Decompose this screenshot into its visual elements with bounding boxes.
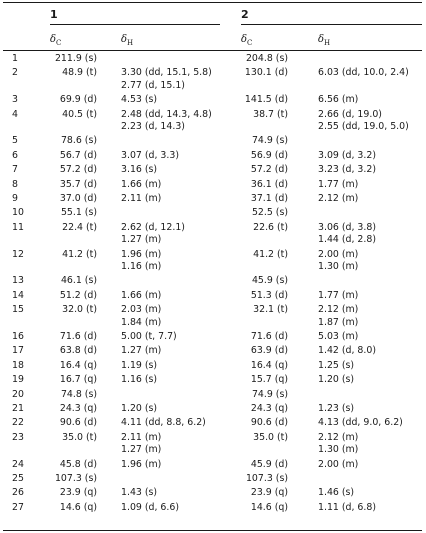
proton-shift-1: 2.48 (dd, 14.3, 4.8) <box>121 108 212 120</box>
position-number: 9 <box>12 193 18 204</box>
position-number: 6 <box>12 149 18 161</box>
proton-shift-1: 3.07 (d, 3.3) <box>121 149 179 161</box>
carbon-shift-1: 78.6 (s) <box>60 135 97 147</box>
carbon-shift-2: 45.9 (d) <box>250 458 288 470</box>
proton-shift-2: 1.30 (m) <box>318 444 359 456</box>
carbon-shift-1: 16.4 (q) <box>59 359 97 371</box>
carbon-shift-2: 24.3 (q) <box>250 403 288 414</box>
proton-shift-1: 2.11 (m) <box>121 431 162 443</box>
proton-shift-1: 1.96 (m) <box>121 458 162 470</box>
carbon-shift-1: 55.1 (s) <box>60 207 97 219</box>
carbon-shift-1: 57.2 (d) <box>59 164 97 176</box>
carbon-shift-2: 38.7 (t) <box>253 108 288 120</box>
proton-shift-2: 3.09 (d, 3.2) <box>318 149 376 161</box>
carbon-shift-1: 23.9 (q) <box>59 487 97 499</box>
carbon-shift-1: 48.9 (t) <box>62 67 97 79</box>
proton-shift-1: 1.43 (s) <box>121 487 158 499</box>
proton-shift-1: 1.66 (m) <box>121 178 162 190</box>
position-number: 26 <box>12 487 24 499</box>
position-number: 2 <box>12 67 18 79</box>
proton-shift-1: 1.27 (m) <box>121 345 162 357</box>
carbon-shift-2: 57.2 (d) <box>250 164 288 176</box>
proton-shift-2: 3.06 (d, 3.8) <box>318 221 376 233</box>
carbon-shift-2: 14.6 (q) <box>250 501 288 513</box>
carbon-shift-1: 22.4 (t) <box>62 221 97 233</box>
proton-shift-1: 2.77 (d, 15.1) <box>121 79 185 91</box>
proton-shift-2: 1.25 (s) <box>318 359 355 371</box>
position-number: 27 <box>12 501 24 513</box>
carbon-shift-1: 24.3 (q) <box>59 403 97 414</box>
position-number: 16 <box>12 331 24 342</box>
proton-shift-1: 3.30 (dd, 15.1, 5.8) <box>121 67 212 79</box>
proton-shift-1: 3.16 (s) <box>121 164 158 176</box>
carbon-shift-2: 141.5 (d) <box>244 94 288 106</box>
carbon-shift-1: 90.6 (d) <box>59 417 97 429</box>
position-number: 25 <box>12 473 24 484</box>
proton-shift-2: 2.00 (m) <box>318 458 359 470</box>
position-number: 22 <box>12 417 24 429</box>
carbon-shift-1: 37.0 (d) <box>59 193 97 204</box>
position-number: 4 <box>12 108 18 120</box>
proton-shift-2: 2.55 (dd, 19.0, 5.0) <box>318 121 409 132</box>
proton-shift-2: 6.56 (m) <box>318 94 359 106</box>
position-number: 21 <box>12 403 24 414</box>
carbon-shift-1: 107.3 (s) <box>54 473 97 484</box>
proton-shift-2: 1.87 (m) <box>318 316 359 328</box>
position-number: 13 <box>12 275 24 287</box>
proton-shift-1: 1.20 (s) <box>121 403 158 414</box>
proton-shift-2: 5.03 (m) <box>318 331 359 342</box>
carbon-shift-2: 74.9 (s) <box>251 388 288 400</box>
delta-c-header-2: $\delta_C$ <box>241 34 253 47</box>
proton-shift-2: 1.77 (m) <box>318 178 359 190</box>
proton-shift-2: 4.13 (dd, 9.0, 6.2) <box>318 417 403 429</box>
table-bottom-rule <box>3 530 422 531</box>
compound-1-header: 1 <box>50 8 58 21</box>
carbon-shift-1: 40.5 (t) <box>62 108 97 120</box>
carbon-shift-1: 71.6 (d) <box>59 331 97 342</box>
proton-shift-1: 1.09 (d, 6.6) <box>121 501 179 513</box>
carbon-shift-2: 22.6 (t) <box>253 221 288 233</box>
delta-c-header-1: $\delta_C$ <box>50 34 62 47</box>
carbon-shift-2: 41.2 (t) <box>253 248 288 260</box>
carbon-shift-2: 130.1 (d) <box>244 67 288 79</box>
position-number: 11 <box>12 221 24 233</box>
proton-shift-2: 1.46 (s) <box>318 487 355 499</box>
proton-shift-2: 2.12 (m) <box>318 193 359 204</box>
proton-shift-2: 1.77 (m) <box>318 289 359 301</box>
proton-shift-1: 1.27 (m) <box>121 234 162 246</box>
carbon-shift-1: 14.6 (q) <box>59 501 97 513</box>
compound-2-underline <box>241 24 422 25</box>
position-number: 10 <box>12 207 24 219</box>
proton-shift-2: 1.20 (s) <box>318 374 355 386</box>
proton-shift-1: 1.27 (m) <box>121 444 162 456</box>
carbon-shift-1: 35.0 (t) <box>62 431 97 443</box>
carbon-shift-1: 16.7 (q) <box>59 374 97 386</box>
position-number: 19 <box>12 374 24 386</box>
proton-shift-1: 1.16 (s) <box>121 374 158 386</box>
carbon-shift-2: 74.9 (s) <box>251 135 288 147</box>
proton-shift-1: 4.11 (dd, 8.8, 6.2) <box>121 417 206 429</box>
proton-shift-1: 1.66 (m) <box>121 289 162 301</box>
proton-shift-1: 1.19 (s) <box>121 359 158 371</box>
carbon-shift-1: 63.8 (d) <box>59 345 97 357</box>
position-number: 15 <box>12 304 24 316</box>
position-number: 18 <box>12 359 24 371</box>
carbon-shift-2: 51.3 (d) <box>250 289 288 301</box>
carbon-shift-2: 90.6 (d) <box>250 417 288 429</box>
position-number: 23 <box>12 431 24 443</box>
position-number: 8 <box>12 178 18 190</box>
carbon-shift-2: 45.9 (s) <box>251 275 288 287</box>
carbon-shift-1: 45.8 (d) <box>59 458 97 470</box>
proton-shift-2: 1.23 (s) <box>318 403 355 414</box>
position-number: 7 <box>12 164 18 176</box>
position-number: 17 <box>12 345 24 357</box>
compound-1-underline <box>50 24 220 25</box>
proton-shift-1: 2.23 (d, 14.3) <box>121 121 185 132</box>
table-top-rule <box>3 2 422 3</box>
proton-shift-2: 1.11 (d, 6.8) <box>318 501 376 513</box>
carbon-shift-1: 69.9 (d) <box>59 94 97 106</box>
proton-shift-2: 2.66 (d, 19.0) <box>318 108 382 120</box>
position-number: 24 <box>12 458 24 470</box>
carbon-shift-1: 56.7 (d) <box>59 149 97 161</box>
carbon-shift-1: 46.1 (s) <box>60 275 97 287</box>
carbon-shift-1: 35.7 (d) <box>59 178 97 190</box>
carbon-shift-2: 56.9 (d) <box>250 149 288 161</box>
proton-shift-2: 3.23 (d, 3.2) <box>318 164 376 176</box>
header-bottom-rule <box>3 50 422 51</box>
proton-shift-1: 2.03 (m) <box>121 304 162 316</box>
position-number: 1 <box>12 53 18 64</box>
carbon-shift-2: 204.8 (s) <box>245 53 288 64</box>
carbon-shift-1: 211.9 (s) <box>54 53 97 64</box>
proton-shift-2: 1.42 (d, 8.0) <box>318 345 376 357</box>
position-number: 5 <box>12 135 18 147</box>
carbon-shift-2: 16.4 (q) <box>250 359 288 371</box>
carbon-shift-2: 71.6 (d) <box>250 331 288 342</box>
proton-shift-2: 2.00 (m) <box>318 248 359 260</box>
proton-shift-1: 4.53 (s) <box>121 94 158 106</box>
proton-shift-1: 1.16 (m) <box>121 261 162 272</box>
proton-shift-1: 2.62 (d, 12.1) <box>121 221 185 233</box>
proton-shift-2: 2.12 (m) <box>318 431 359 443</box>
carbon-shift-1: 41.2 (t) <box>62 248 97 260</box>
carbon-shift-2: 15.7 (q) <box>250 374 288 386</box>
compound-2-header: 2 <box>241 8 249 21</box>
position-number: 14 <box>12 289 24 301</box>
proton-shift-2: 1.44 (d, 2.8) <box>318 234 376 246</box>
position-number: 12 <box>12 248 24 260</box>
proton-shift-2: 6.03 (dd, 10.0, 2.4) <box>318 67 409 79</box>
delta-h-header-2: $\delta_H$ <box>318 34 331 47</box>
carbon-shift-2: 35.0 (t) <box>253 431 288 443</box>
proton-shift-1: 2.11 (m) <box>121 193 162 204</box>
position-number: 3 <box>12 94 18 106</box>
proton-shift-2: 1.30 (m) <box>318 261 359 272</box>
delta-h-header-1: $\delta_H$ <box>121 34 134 47</box>
carbon-shift-2: 32.1 (t) <box>253 304 288 316</box>
carbon-shift-1: 32.0 (t) <box>62 304 97 316</box>
carbon-shift-2: 107.3 (s) <box>245 473 288 484</box>
carbon-shift-1: 51.2 (d) <box>59 289 97 301</box>
carbon-shift-2: 52.5 (s) <box>251 207 288 219</box>
proton-shift-1: 1.96 (m) <box>121 248 162 260</box>
proton-shift-1: 1.84 (m) <box>121 316 162 328</box>
proton-shift-1: 5.00 (t, 7.7) <box>121 331 177 342</box>
carbon-shift-2: 37.1 (d) <box>250 193 288 204</box>
carbon-shift-2: 23.9 (q) <box>250 487 288 499</box>
proton-shift-2: 2.12 (m) <box>318 304 359 316</box>
carbon-shift-1: 74.8 (s) <box>60 388 97 400</box>
carbon-shift-2: 36.1 (d) <box>250 178 288 190</box>
carbon-shift-2: 63.9 (d) <box>250 345 288 357</box>
position-number: 20 <box>12 388 24 400</box>
